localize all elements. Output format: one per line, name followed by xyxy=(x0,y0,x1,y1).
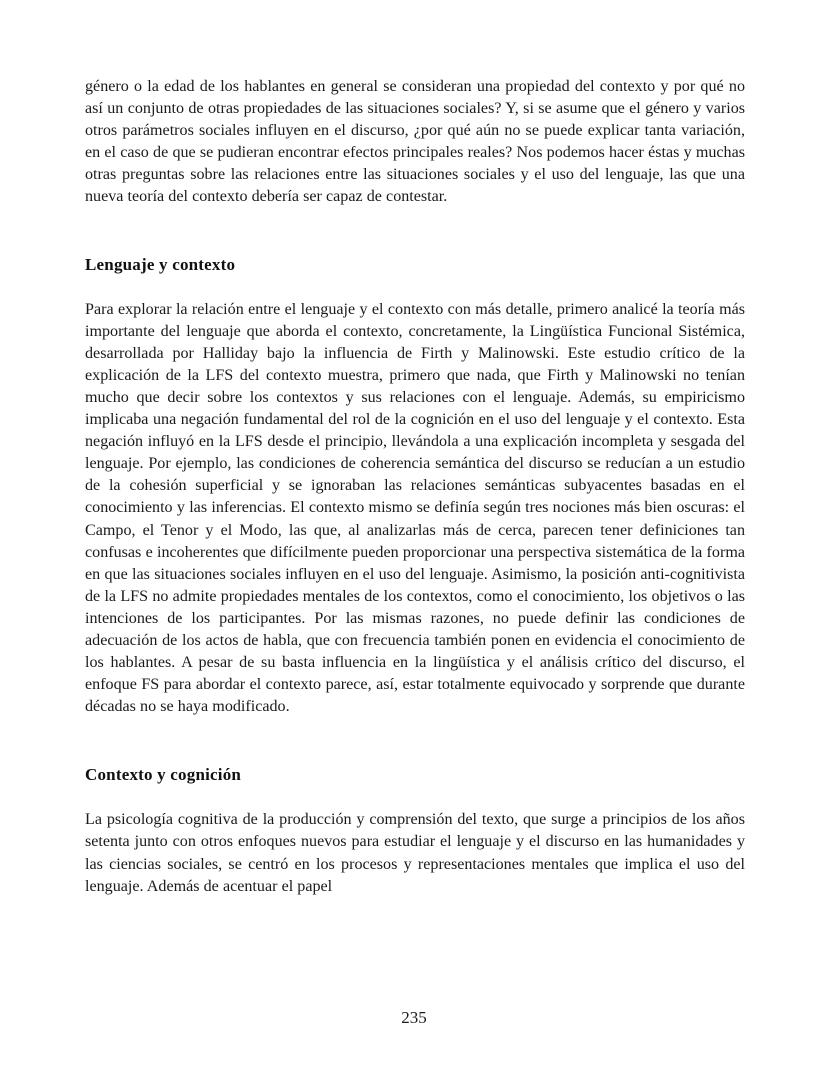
spacer-before-heading-1 xyxy=(85,209,745,254)
spacer-after-heading-2 xyxy=(85,786,745,809)
paragraph-contexto-y-cognicion: La psicología cognitiva de la producción y comprensión del texto, que surge a principios de los años setenta junto con otros enfoques nuevos para estudiar el lenguaje y el discurso en las humanidades y las ciencias sociales, se centró en los procesos y representaciones mentales que implica el uso del lenguaje. Además de acentuar el papel xyxy=(85,811,745,895)
page-number: 235 xyxy=(401,1008,427,1027)
spacer-after-heading-1 xyxy=(85,276,745,299)
paragraph-lenguaje-y-contexto: Para explorar la relación entre el lenguaje y el contexto con más detalle, primero analicé la teoría más importante del lenguaje que aborda el contexto, concretamente, la Lingüística Funcional Sistémica, desarrollada por Halliday bajo la influencia de Firth y Malinowski. Este estudio crítico de la explicación de la LFS del contexto muestra, primero que nada, que Firth y Malinowski no tenían mucho que decir sobre los contextos y sus relaciones con el lenguaje. Además, su empiricismo implicaba una negación fundamental del rol de la cognición en el uso del lenguaje y el contexto. Esta negación influyó en la LFS desde el principio, llevándola a una explicación incompleta y sesgada del lenguaje. Por ejemplo, las condiciones de coherencia semántica del discurso se reducían a un estudio de la cohesión superficial y se ignoraban las relaciones semánticas subyacentes basadas en el conocimiento y las inferencias. El contexto mismo se definía según tres nociones más bien oscuras: el Campo, el Tenor y el Modo, las que, al analizarlas más de cerca, parecen tener definiciones tan confusas e incoherentes que difícilmente pueden proporcionar una perspectiva sistemática de la forma en que las situaciones sociales influyen en el uso del lenguaje. Asimismo, la posición anti-cognitivista de la LFS no admite propiedades mentales de los contextos, como el conocimiento, los objetivos o las intenciones de los participantes. Por las mismas razones, no puede definir las condiciones de adecuación de los actos de habla, que con frecuencia también ponen en evidencia el conocimiento de los hablantes. A pesar de su basta influencia en la lingüística y el análisis crítico del discurso, el enfoque FS para abordar el contexto parece, así, estar totalmente equivocado y sorprende que durante décadas no se haya modificado. xyxy=(85,300,745,716)
paragraph-continuation: género o la edad de los hablantes en general se consideran una propiedad del contexto y por qué no así un conjunto de otras propiedades de las situaciones sociales? Y, si se asume que el género y varios otros parámetros sociales influyen en el discurso, ¿por qué aún no se puede explicar tanta variación, en el caso de que se pudieran encontrar efectos principales reales? Nos podemos hacer éstas y muchas otras preguntas sobre las relaciones entre las situaciones sociales y el uso del lenguaje, las que una nueva teoría del contexto debería ser capaz de contestar. xyxy=(85,78,745,206)
text-column xyxy=(85,76,745,898)
spacer-before-heading-2 xyxy=(85,718,745,764)
section-heading-contexto-y-cognicion: Contexto y cognición xyxy=(85,765,242,785)
section-heading-lenguaje-y-contexto: Lenguaje y contexto xyxy=(85,254,236,274)
